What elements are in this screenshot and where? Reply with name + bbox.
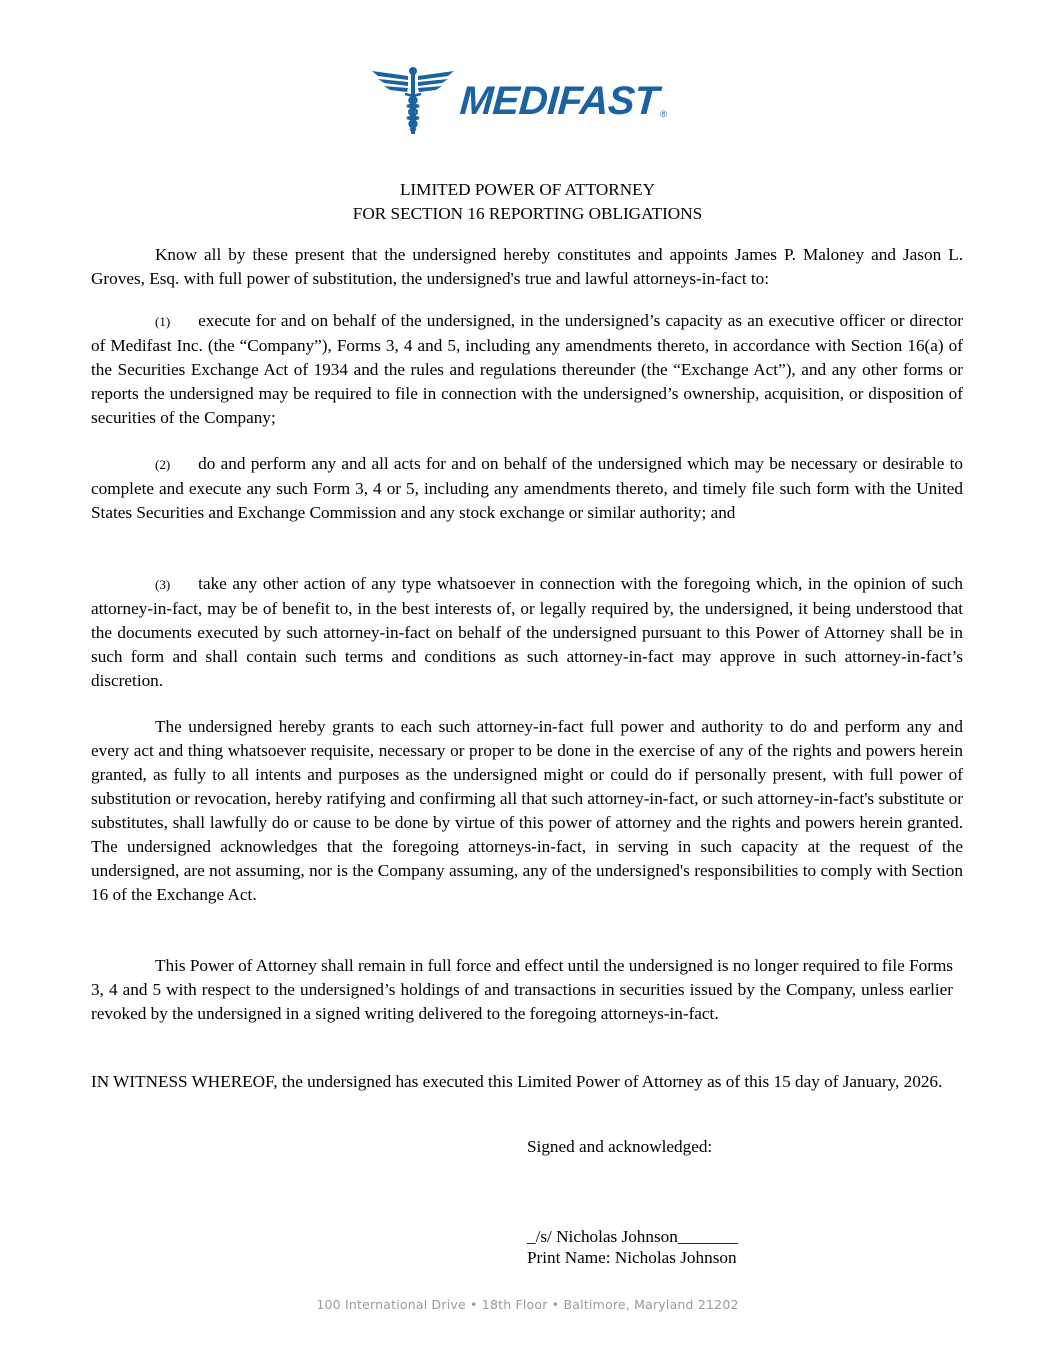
footer-address: 100 International Drive • 18th Floor • Baltimore, Maryland 21202 <box>316 1297 739 1312</box>
print-name: Print Name: Nicholas Johnson <box>527 1248 737 1267</box>
title-line-1: LIMITED POWER OF ATTORNEY <box>399 180 656 199</box>
item-2 <box>91 452 963 525</box>
title-line-2: FOR SECTION 16 REPORTING OBLIGATIONS <box>352 204 703 223</box>
grant-paragraph: The undersigned hereby grants to each such attorney-in-fact full power and authority to do and perform any and every act and thing whatsoever requisite, necessary or proper to be done in the exercise of any of the rights and powers herein granted, as fully to all intents and purposes as the undersigned might or could do if personally present, with full power of substitution or revocation, hereby ratifying and confirming all that such attorney-in-fact, or such attorney-in-fact's substitute or substitutes, shall lawfully do or cause to be done by virtue of this power of attorney and the rights and powers herein granted. The undersigned acknowledges that the foregoing attorneys-in-fact, in serving in such capacity at the request of the undersigned, are not assuming, nor is the Company assuming, any of the undersigned's responsibilities to comply with Section 16 of the Exchange Act. <box>91 717 963 904</box>
witness-paragraph: IN WITNESS WHEREOF, the undersigned has executed this Limited Power of Attorney as of this 15 day of January, 2026. <box>91 1072 943 1091</box>
item-text: take any other action of any type whatsoever in connection with the foregoing which, in the opinion of such attorney-in-fact, may be of benefit to, in the best interests of, or legally required by, the undersigned, it being understood that the documents executed by such attorney-in-fact on behalf of the undersigned pursuant to this Power of Attorney shall be in such form and shall contain such terms and conditions as such attorney-in-fact may approve in such attorney-in-fact’s discretion. <box>91 574 963 690</box>
intro-paragraph: Know all by these present that the undersigned hereby constitutes and appoints James P. Maloney and Jason L. Groves, Esq. with full power of substitution, the undersigned's true and lawful attorneys-in-fact to: <box>91 245 963 288</box>
signature-line: _/s/ Nicholas Johnson_______ <box>527 1227 739 1246</box>
registered-mark: ® <box>660 109 667 119</box>
item-3 <box>91 572 963 693</box>
document-title <box>0 178 1055 226</box>
item-number: (3) <box>155 577 171 592</box>
medifast-logo <box>372 66 667 136</box>
caduceus-icon <box>372 66 454 136</box>
item-1 <box>91 309 963 430</box>
item-number: (2) <box>155 457 171 472</box>
duration-paragraph: This Power of Attorney shall remain in full force and effect until the undersigned is no longer required to file Forms 3, 4 and 5 with respect to the undersigned’s holdings of and transactions in securities issued by the Company, unless earlier revoked by the undersigned in a signed writing delivered to the foregoing attorneys-in-fact. <box>91 956 953 1023</box>
logo-wordmark: MEDIFAST <box>458 79 660 123</box>
item-number: (1) <box>155 314 171 329</box>
item-text: execute for and on behalf of the undersigned, in the undersigned’s capacity as an executive officer or director of Medifast Inc. (the “Company”), Forms 3, 4 and 5, including any amendments thereto, in accordance with Section 16(a) of the Securities Exchange Act of 1934 and the rules and regulations thereunder (the “Exchange Act”), and any other forms or reports the undersigned may be required to file in connection with the undersigned’s ownership, acquisition, or disposition of securities of the Company; <box>91 311 963 427</box>
item-text: do and perform any and all acts for and on behalf of the undersigned which may be necessary or desirable to complete and execute any such Form 3, 4 or 5, including any amendments thereto, and timely file such form with the United States Securities and Exchange Commission and any stock exchange or similar authority; and <box>91 454 963 522</box>
signature-label: Signed and acknowledged: <box>527 1137 713 1156</box>
